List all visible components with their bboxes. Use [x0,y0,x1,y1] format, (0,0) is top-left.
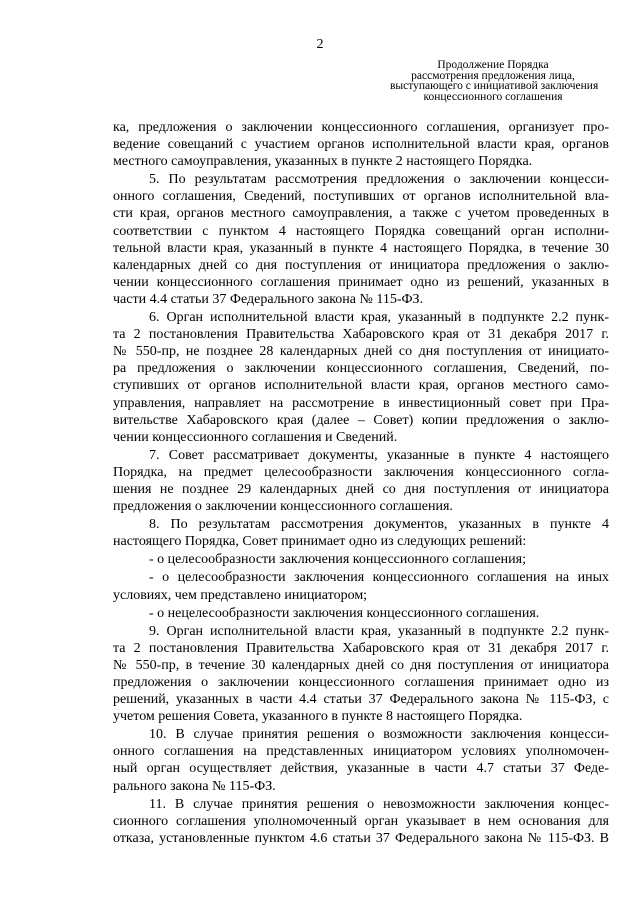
text-line: условиях, чем представлено инициатором; [113,587,368,603]
paragraph [113,447,609,515]
text-line: 9. Орган исполнительной власти края, указанный в подпункте 2.2 пунк- [149,623,609,639]
header-line: рассмотрения предложения лица, [411,69,575,82]
text-line: части 4.4 статьи 37 Федерального закона № 115-ФЗ. [113,291,424,307]
running-header [390,59,599,103]
text-line: 11. В случае принятия решения о невозможности заключения концес- [149,796,609,812]
page-number: 2 [316,37,324,52]
text-line: предложения о заключении концессионного соглашения. [113,499,453,515]
text-line: чении концессионного соглашения и Сведений. [113,429,398,445]
paragraph [113,569,609,603]
text-line: 10. В случае принятия решения о возможности заключения концесси- [149,727,609,743]
text-line: чении концессионного соглашения принимает одно из решений, указанных в [113,274,609,290]
text-line: - о целесообразности заключения концессионного соглашения; [149,552,526,568]
header-line: Продолжение Порядка [437,59,549,71]
text-line: календарных дней со дня поступления от инициатора предложения о заклю- [113,257,609,273]
text-line: - о целесообразности заключения концессионного соглашения на иных [149,570,609,586]
text-line: настоящего Порядка, Совет принимает одно из следующих решений: [113,534,527,550]
header-line: выступающего с инициативой заключения [390,80,599,93]
text-line: отказа, установленные пунктом 4.6 статьи 37 Федерального закона № 115-ФЗ. В [113,830,609,846]
paragraph [113,726,609,794]
text-line: сионного соглашения уполномоченный орган указывает в нем основания для [113,813,609,829]
text-line: учетом решения Совета, указанного в пункте 8 настоящего Порядка. [113,709,523,725]
text-line: 7. Совет рассматривает документы, указанные в пункте 4 настоящего [149,447,609,463]
paragraph [113,171,609,308]
text-line: ный орган осуществляет действия, указанные в части 4.7 статьи 37 Феде- [113,761,609,777]
paragraph [113,551,609,568]
paragraph [113,119,609,170]
text-line: сти края, органов местного самоуправления, а также с учетом проведенных в [113,206,609,222]
text-line: та 2 постановления Правительства Хабаровского края от 31 декабря 2017 г. [113,640,609,656]
text-line: местного самоуправления, указанных в пункте 2 настоящего Порядка. [113,154,533,170]
document-body [113,119,609,847]
paragraph [113,796,609,847]
text-line: решений, указанных в части 4.4 статьи 37 Федерального закона № 115-ФЗ, с [113,692,609,708]
text-line: ведение совещаний с участием органов исполнительной власти края, органов [113,137,609,153]
paragraph [113,623,609,726]
text-line: № 550-пр, в течение 30 календарных дней со дня поступления от инициатора [113,657,609,673]
paragraph [113,309,609,446]
text-line: вительстве Хабаровского края (далее – Совет) копии предложения о заклю- [113,412,609,428]
text-line: онного соглашения на представленных инициатором условиях уполномочен- [113,744,609,760]
text-line: - о нецелесообразности заключения концессионного соглашения. [149,605,540,621]
text-line: ступивших от органов исполнительной власти края, органов местного само- [113,378,609,394]
text-line: Порядка, на предмет целесообразности заключения концессионного согла- [113,464,609,480]
header-line: концессионного соглашения [423,90,563,103]
text-line: ка, предложения о заключении концессионного соглашения, организует про- [113,120,609,135]
text-line: ра предложения о заключении концессионного соглашения, Сведений, по- [113,361,609,377]
text-line: онного соглашения, Сведений, поступивших от органов исполнительной вла- [113,189,609,205]
text-line: 8. По результатам рассмотрения документов, указанных в пункте 4 [149,517,609,533]
text-line: шения не позднее 29 календарных дней со дня поступления от инициатора [113,481,609,497]
text-line: 5. По результатам рассмотрения предложения о заключении концесси- [149,172,609,188]
paragraph [113,605,609,622]
paragraph [113,516,609,550]
text-line: № 550-пр, не позднее 28 календарных дней со дня поступления от инициато- [113,344,609,360]
text-line: предложения о заключении концессионного соглашения принимает одно из [113,675,609,690]
text-line: управления, направляет на рассмотрение в инвестиционный совет при Пра- [113,395,609,411]
text-line: та 2 постановления Правительства Хабаровского края от 31 декабря 2017 г. [113,327,609,343]
text-line: тельной власти края, указанный в пункте 4 настоящего Порядка, в течение 30 [113,240,609,256]
text-line: соответствии с пунктом 4 настоящего Порядка совещаний орган исполни- [113,223,609,239]
text-line: 6. Орган исполнительной власти края, указанный в подпункте 2.2 пунк- [149,310,609,326]
text-line: рального закона № 115-ФЗ. [113,778,276,794]
